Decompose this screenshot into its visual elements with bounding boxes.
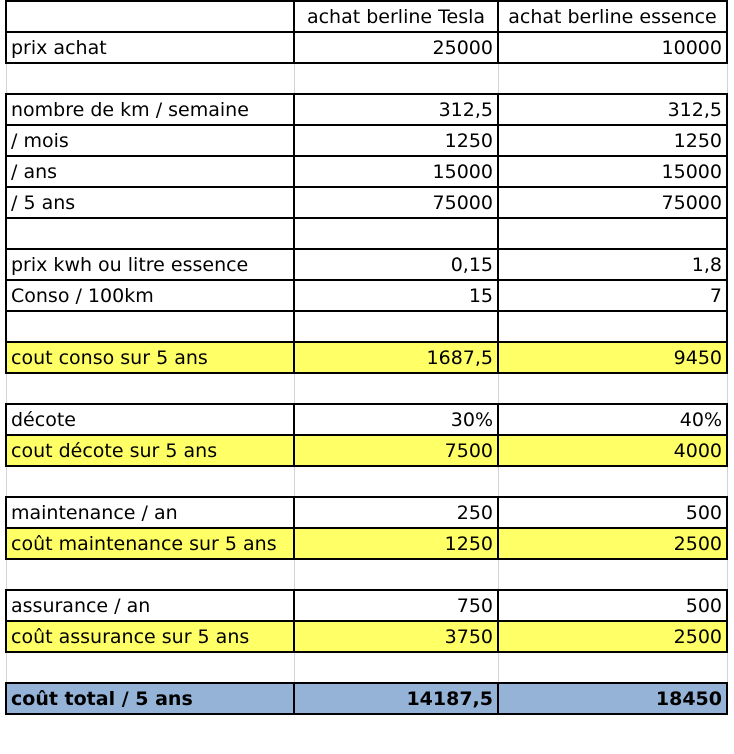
table-row	[0, 342, 734, 373]
header-tesla-cell[interactable]: achat berline Tesla	[294, 1, 498, 32]
tesla-value-cell[interactable]: 0,15	[294, 249, 498, 280]
edge-cell	[727, 1, 734, 32]
row-label-cell[interactable]: / mois	[6, 125, 294, 156]
edge-cell	[727, 280, 734, 311]
row-label-cell[interactable]	[6, 373, 294, 404]
row-label-cell[interactable]: décote	[6, 404, 294, 435]
essence-value-cell[interactable]: 500	[498, 497, 727, 528]
table-row	[0, 497, 734, 528]
table-row	[0, 249, 734, 280]
edge-cell	[727, 559, 734, 590]
row-label-cell[interactable]: maintenance / an	[6, 497, 294, 528]
table-row	[0, 32, 734, 63]
essence-value-cell[interactable]	[498, 63, 727, 94]
tesla-value-cell[interactable]	[294, 373, 498, 404]
edge-cell	[727, 187, 734, 218]
essence-value-cell[interactable]: 9450	[498, 342, 727, 373]
edge-cell	[727, 652, 734, 683]
essence-value-cell[interactable]: 1250	[498, 125, 727, 156]
tesla-value-cell[interactable]	[294, 311, 498, 342]
essence-value-cell[interactable]	[498, 559, 727, 590]
tesla-value-cell[interactable]	[294, 63, 498, 94]
row-label-cell[interactable]	[6, 559, 294, 590]
row-label-cell[interactable]: coût assurance sur 5 ans	[6, 621, 294, 652]
essence-value-cell[interactable]: 75000	[498, 187, 727, 218]
edge-cell	[727, 63, 734, 94]
table-row	[0, 466, 734, 497]
header-row	[0, 1, 734, 32]
essence-value-cell[interactable]: 40%	[498, 404, 727, 435]
row-label-cell[interactable]	[6, 466, 294, 497]
table-row	[0, 311, 734, 342]
edge-cell	[727, 435, 734, 466]
tesla-value-cell[interactable]: 250	[294, 497, 498, 528]
spreadsheet-body	[0, 1, 734, 714]
essence-value-cell[interactable]	[498, 218, 727, 249]
header-essence-cell[interactable]: achat berline essence	[498, 1, 727, 32]
tesla-value-cell[interactable]: 1687,5	[294, 342, 498, 373]
edge-cell	[727, 342, 734, 373]
table-row	[0, 373, 734, 404]
row-label-cell[interactable]	[6, 63, 294, 94]
essence-value-cell[interactable]	[498, 652, 727, 683]
edge-cell	[727, 218, 734, 249]
essence-value-cell[interactable]: 7	[498, 280, 727, 311]
tesla-value-cell[interactable]: 750	[294, 590, 498, 621]
table-row	[0, 404, 734, 435]
tesla-value-cell[interactable]: 15000	[294, 156, 498, 187]
row-label-cell[interactable]	[6, 218, 294, 249]
row-label-cell[interactable]: nombre de km / semaine	[6, 94, 294, 125]
tesla-value-cell[interactable]: 312,5	[294, 94, 498, 125]
edge-cell	[727, 156, 734, 187]
row-label-cell[interactable]	[6, 311, 294, 342]
essence-value-cell[interactable]: 10000	[498, 32, 727, 63]
tesla-value-cell[interactable]: 7500	[294, 435, 498, 466]
table-row	[0, 94, 734, 125]
table-row	[0, 63, 734, 94]
tesla-value-cell[interactable]	[294, 466, 498, 497]
table-row	[0, 652, 734, 683]
table-row	[0, 590, 734, 621]
row-label-cell[interactable]: coût maintenance sur 5 ans	[6, 528, 294, 559]
tesla-value-cell[interactable]	[294, 559, 498, 590]
essence-value-cell[interactable]: 18450	[498, 683, 727, 714]
edge-cell	[727, 683, 734, 714]
row-label-cell[interactable]	[6, 652, 294, 683]
essence-value-cell[interactable]	[498, 311, 727, 342]
table-row	[0, 559, 734, 590]
row-label-cell[interactable]: prix achat	[6, 32, 294, 63]
header-label-cell[interactable]	[6, 1, 294, 32]
edge-cell	[727, 466, 734, 497]
essence-value-cell[interactable]	[498, 466, 727, 497]
edge-cell	[727, 373, 734, 404]
row-label-cell[interactable]: cout décote sur 5 ans	[6, 435, 294, 466]
table-row	[0, 125, 734, 156]
row-label-cell[interactable]: / ans	[6, 156, 294, 187]
essence-value-cell[interactable]	[498, 373, 727, 404]
essence-value-cell[interactable]: 1,8	[498, 249, 727, 280]
tesla-value-cell[interactable]: 14187,5	[294, 683, 498, 714]
edge-cell	[727, 125, 734, 156]
row-label-cell[interactable]: / 5 ans	[6, 187, 294, 218]
edge-cell	[727, 249, 734, 280]
edge-cell	[727, 32, 734, 63]
edge-cell	[727, 94, 734, 125]
essence-value-cell[interactable]: 312,5	[498, 94, 727, 125]
edge-cell	[727, 404, 734, 435]
edge-cell	[727, 311, 734, 342]
tesla-value-cell[interactable]: 25000	[294, 32, 498, 63]
row-label-cell[interactable]: assurance / an	[6, 590, 294, 621]
essence-value-cell[interactable]: 15000	[498, 156, 727, 187]
row-label-cell[interactable]: prix kwh ou litre essence	[6, 249, 294, 280]
tesla-value-cell[interactable]: 30%	[294, 404, 498, 435]
tesla-value-cell[interactable]: 15	[294, 280, 498, 311]
row-label-cell[interactable]: coût total / 5 ans	[6, 683, 294, 714]
tesla-value-cell[interactable]: 3750	[294, 621, 498, 652]
edge-cell	[727, 621, 734, 652]
table-row	[0, 528, 734, 559]
table-row	[0, 280, 734, 311]
edge-cell	[727, 590, 734, 621]
essence-value-cell[interactable]: 500	[498, 590, 727, 621]
tesla-value-cell[interactable]: 1250	[294, 528, 498, 559]
row-label-cell[interactable]: cout conso sur 5 ans	[6, 342, 294, 373]
tesla-value-cell[interactable]: 75000	[294, 187, 498, 218]
essence-value-cell[interactable]: 4000	[498, 435, 727, 466]
tesla-value-cell[interactable]: 1250	[294, 125, 498, 156]
essence-value-cell[interactable]: 2500	[498, 528, 727, 559]
table-row	[0, 621, 734, 652]
table-row	[0, 156, 734, 187]
essence-value-cell[interactable]: 2500	[498, 621, 727, 652]
table-row	[0, 683, 734, 714]
table-row	[0, 435, 734, 466]
tesla-value-cell[interactable]	[294, 652, 498, 683]
edge-cell	[727, 528, 734, 559]
edge-cell	[727, 497, 734, 528]
tesla-value-cell[interactable]	[294, 218, 498, 249]
row-label-cell[interactable]: Conso / 100km	[6, 280, 294, 311]
table-row	[0, 218, 734, 249]
table-row	[0, 187, 734, 218]
